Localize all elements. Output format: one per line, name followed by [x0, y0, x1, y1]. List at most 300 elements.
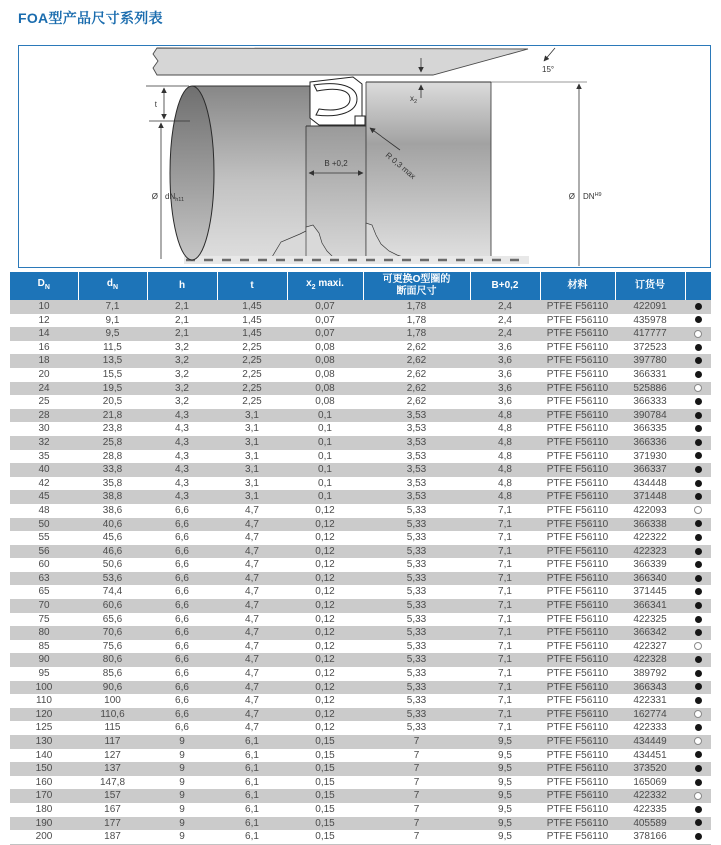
table-cell: 525886 [633, 382, 667, 394]
table-cell: 32 [38, 436, 50, 448]
table-cell: 45 [38, 491, 50, 503]
availability-cell [685, 762, 711, 776]
table-row [10, 354, 711, 368]
table-cell: 2,4 [498, 328, 512, 340]
table-cell: 3,1 [245, 423, 259, 435]
availability-dot [695, 751, 702, 758]
table-cell: 167 [104, 803, 121, 815]
availability-cell [685, 368, 711, 382]
table-cell: 3,53 [406, 450, 427, 462]
table-cell: 7,1 [105, 301, 120, 312]
table-cell: 4,7 [245, 600, 259, 612]
table-cell: 0,12 [315, 559, 335, 571]
table-cell: PTFE F56110 [546, 409, 609, 421]
housing-bar [153, 48, 528, 75]
table-cell: 170 [35, 790, 53, 802]
availability-cell [685, 735, 711, 749]
table-cell: 6,6 [175, 627, 189, 639]
table-cell: PTFE F56110 [546, 491, 609, 503]
availability-cell [685, 789, 711, 803]
table-row [10, 463, 711, 477]
table-row [10, 422, 711, 436]
table-cell: 366331 [633, 368, 667, 380]
table-row [10, 735, 711, 749]
table-cell: 35 [38, 450, 50, 462]
table-cell: 35,8 [102, 477, 123, 489]
table-cell: 4,3 [175, 450, 189, 462]
table-cell: 5,33 [406, 640, 427, 652]
table-cell: 0,12 [315, 695, 335, 707]
availability-dot [695, 371, 702, 378]
hatch-strip [184, 256, 529, 264]
table-cell: 200 [10, 830, 78, 844]
availability-cell [685, 436, 711, 450]
table-cell: 0,12 [315, 627, 335, 639]
table-cell: 14 [38, 328, 50, 340]
table-cell: 6,6 [175, 545, 189, 557]
table-cell: 373520 [633, 763, 667, 775]
table-cell: 7,1 [498, 572, 512, 584]
table-cell: 6,6 [175, 518, 189, 530]
table-cell: 434451 [633, 749, 667, 761]
availability-dot [695, 520, 702, 527]
table-row [10, 776, 711, 790]
table-cell: 2,1 [175, 328, 189, 340]
dim-t-label: t [154, 100, 157, 109]
availability-dot [694, 384, 702, 392]
page-title: FOA型产品尺寸系列表 [18, 10, 163, 26]
table-cell: PTFE F56110 [546, 640, 609, 652]
table-cell: 434448 [633, 477, 667, 489]
table-cell: PTFE F56110 [546, 586, 609, 598]
table-cell: 5,33 [406, 613, 427, 625]
availability-dot [695, 724, 702, 731]
table-cell: PTFE F56110 [546, 423, 609, 435]
technical-drawing [18, 45, 711, 268]
table-cell: 70,6 [102, 627, 123, 639]
table-cell: 0,12 [315, 654, 335, 666]
table-cell: 7,1 [498, 654, 512, 666]
table-cell: 5,33 [406, 559, 427, 571]
table-row [10, 667, 711, 681]
table-cell: 12 [38, 314, 50, 326]
table-cell: 366336 [633, 436, 667, 448]
table-cell: 0,08 [315, 382, 335, 394]
table-cell: 2,62 [406, 368, 427, 380]
table-row [10, 450, 711, 464]
table-cell: 422091 [633, 301, 667, 312]
table-cell: 371930 [633, 450, 667, 462]
table-row [10, 314, 711, 328]
table-cell: PTFE F56110 [546, 600, 609, 612]
table-cell: 165069 [633, 776, 667, 788]
table-cell: 38,6 [102, 504, 123, 516]
table-cell: 0,15 [315, 776, 335, 788]
table-row [10, 585, 711, 599]
table-cell: 7 [413, 790, 420, 802]
table-cell: 7,1 [498, 722, 512, 734]
table-cell: 4,7 [245, 545, 259, 557]
table-cell: 100 [104, 695, 121, 707]
table-cell: 3,1 [245, 409, 259, 421]
table-cell: 0,1 [318, 464, 332, 476]
table-cell: 0,1 [318, 436, 332, 448]
table-cell: PTFE F56110 [546, 613, 609, 625]
table-cell: 0,1 [318, 491, 332, 503]
header-h: h [147, 272, 217, 300]
table-cell: 5,33 [406, 708, 427, 720]
availability-dot [695, 398, 702, 405]
table-cell: 1,45 [242, 328, 262, 340]
angle-label: 15° [542, 65, 555, 74]
availability-cell [685, 803, 711, 817]
table-cell: 0,12 [315, 722, 335, 734]
table-cell: 2,25 [242, 355, 262, 367]
table-cell: 366343 [633, 681, 667, 693]
table-cell: 6,6 [175, 722, 189, 734]
table-cell: 7,1 [498, 545, 512, 557]
availability-cell [685, 450, 711, 464]
table-cell: 24 [38, 382, 50, 394]
availability-dot [694, 506, 702, 514]
dim-dn-label: $dN_{h11}$ [165, 192, 185, 203]
table-cell: 2,25 [242, 368, 262, 380]
table-cell: 366342 [633, 627, 667, 639]
rod-end-ellipse [170, 86, 214, 260]
table-cell: 9 [147, 830, 217, 844]
table-cell: 6,6 [175, 532, 189, 544]
table-row [10, 708, 711, 722]
table-cell: PTFE F56110 [546, 477, 609, 489]
table-cell: 18 [38, 355, 50, 367]
table-cell: 25 [38, 396, 50, 408]
table-row [10, 341, 711, 355]
table-cell: 0,07 [315, 301, 335, 312]
table-cell: 366340 [633, 572, 667, 584]
table-row [10, 653, 711, 667]
table-cell: 9,5 [498, 817, 512, 829]
availability-cell [685, 354, 711, 368]
table-cell: 90,6 [102, 681, 123, 693]
table-cell: 4,7 [245, 654, 259, 666]
table-cell: 9 [179, 776, 185, 788]
table-cell: 65,6 [102, 613, 123, 625]
table-cell: 0,15 [315, 817, 335, 829]
availability-dot [695, 575, 702, 582]
table-cell: PTFE F56110 [546, 341, 609, 353]
table-cell: 4,7 [245, 559, 259, 571]
table-cell: PTFE F56110 [540, 830, 615, 844]
table-cell: 3,6 [498, 341, 512, 353]
table-cell: 16 [38, 341, 50, 353]
table-cell: PTFE F56110 [546, 776, 609, 788]
availability-dot [695, 833, 702, 840]
table-cell: 6,1 [245, 790, 259, 802]
availability-dot [695, 602, 702, 609]
table-cell: 28,8 [102, 450, 123, 462]
table-cell: 120 [35, 708, 53, 720]
table-cell: 3,53 [406, 436, 427, 448]
table-cell: 372523 [633, 341, 667, 353]
table-cell: PTFE F56110 [546, 355, 609, 367]
availability-cell [685, 422, 711, 436]
availability-cell [685, 626, 711, 640]
table-cell: 48 [38, 504, 50, 516]
table-cell: PTFE F56110 [546, 545, 609, 557]
table-cell: 4,3 [175, 477, 189, 489]
availability-cell [685, 327, 711, 341]
table-cell: 434449 [633, 736, 667, 747]
table-cell: PTFE F56110 [546, 559, 609, 571]
table-row [10, 572, 711, 586]
table-cell: 4,3 [175, 436, 189, 448]
table-row [10, 694, 711, 708]
table-cell: 20,5 [102, 396, 123, 408]
availability-dot [695, 452, 702, 459]
table-row [10, 721, 711, 735]
table-cell: 0,08 [315, 396, 335, 408]
table-cell: 7,1 [498, 586, 512, 598]
table-cell: 160 [35, 776, 53, 788]
table-cell: 422093 [633, 504, 667, 516]
table-cell: 21,8 [102, 409, 123, 421]
table-cell: PTFE F56110 [546, 817, 609, 829]
table-row [10, 681, 711, 695]
availability-dot [695, 357, 702, 364]
availability-dot [695, 412, 702, 419]
table-cell: 9,5 [470, 830, 540, 844]
table-cell: 4,7 [245, 695, 259, 707]
table-cell: 13,5 [102, 355, 123, 367]
availability-cell [685, 395, 711, 409]
table-cell: 33,8 [102, 464, 123, 476]
table-cell: PTFE F56110 [546, 436, 609, 448]
table-cell: 80 [38, 627, 50, 639]
angle-arrow [544, 48, 555, 61]
availability-cell [685, 382, 711, 396]
radius-label: R 0,3 max [383, 150, 418, 181]
table-cell: 5,33 [406, 504, 427, 516]
table-cell: 53,6 [102, 572, 123, 584]
availability-dot [695, 344, 702, 351]
table-cell: 5,33 [406, 586, 427, 598]
table-cell: 5,33 [406, 518, 427, 530]
table-cell: 4,7 [245, 613, 259, 625]
table-cell: 422331 [633, 695, 667, 707]
table-cell: 6,6 [175, 586, 189, 598]
table-cell: PTFE F56110 [546, 695, 609, 707]
table-cell: 5,33 [406, 572, 427, 584]
table-cell: 15,5 [102, 368, 123, 380]
availability-dot [695, 425, 702, 432]
table-cell: 180 [35, 803, 53, 815]
table-cell: 422332 [633, 790, 667, 802]
availability-dot [695, 765, 702, 772]
table-cell: PTFE F56110 [546, 668, 609, 680]
table-cell: 5,33 [406, 668, 427, 680]
availability-dot [695, 316, 702, 323]
table-cell: 390784 [633, 409, 667, 421]
table-cell: 3,1 [245, 436, 259, 448]
table-cell: 115 [104, 722, 121, 734]
table-cell: 0,15 [315, 803, 335, 815]
table-cell: 2,62 [406, 382, 427, 394]
table-row [10, 368, 711, 382]
availability-cell [685, 694, 711, 708]
table-cell: 4,7 [245, 504, 259, 516]
table-cell: 9,5 [498, 776, 512, 788]
seal-profile [310, 77, 365, 125]
table-cell: 4,7 [245, 668, 259, 680]
table-cell: 422323 [633, 545, 667, 557]
dim-DN-label: $DN^{H9}$ [583, 192, 602, 201]
table-row [10, 504, 711, 518]
availability-dot [695, 819, 702, 826]
table-cell: 3,6 [498, 368, 512, 380]
table-cell: 65 [38, 586, 50, 598]
table-cell: 4,3 [175, 491, 189, 503]
table-cell: 2,1 [175, 301, 189, 312]
table-cell: 137 [104, 763, 121, 775]
availability-cell [685, 531, 711, 545]
availability-dot [695, 493, 702, 500]
availability-cell [685, 599, 711, 613]
availability-cell [685, 653, 711, 667]
table-cell: 25,8 [102, 436, 123, 448]
table-cell: 7 [413, 817, 420, 829]
table-row [10, 531, 711, 545]
table-cell: 38,8 [102, 491, 123, 503]
table-cell: 3,53 [406, 491, 427, 503]
availability-cell [685, 341, 711, 355]
availability-dot [695, 670, 702, 677]
table-row [10, 409, 711, 423]
table-cell: 7,1 [498, 504, 512, 516]
availability-cell [685, 558, 711, 572]
availability-dot [695, 561, 702, 568]
dim-dn-dia-symbol: Ø [151, 192, 158, 201]
availability-cell [685, 314, 711, 328]
table-cell: 3,53 [406, 423, 427, 435]
availability-cell [685, 585, 711, 599]
table-cell: 7,1 [498, 532, 512, 544]
table-cell: 0,12 [315, 640, 335, 652]
availability-dot [694, 330, 702, 338]
availability-cell [685, 572, 711, 586]
table-cell: 6,1 [245, 776, 259, 788]
availability-dot [695, 588, 702, 595]
table-cell: 56 [38, 545, 50, 557]
table-cell: 100 [35, 681, 53, 693]
table-cell: PTFE F56110 [546, 314, 609, 326]
table-cell: 4,8 [498, 436, 512, 448]
table-cell: 75 [38, 613, 50, 625]
table-cell: 7,1 [498, 613, 512, 625]
table-cell: 85,6 [102, 668, 123, 680]
table-cell: PTFE F56110 [546, 763, 609, 775]
availability-cell [685, 667, 711, 681]
table-cell: 40,6 [102, 518, 123, 530]
table-cell: 366338 [633, 518, 667, 530]
table-cell: 110,6 [100, 708, 125, 720]
table-cell: PTFE F56110 [546, 464, 609, 476]
table-cell: 157 [104, 790, 121, 802]
table-cell: 9,5 [498, 803, 512, 815]
availability-dot [695, 806, 702, 813]
table-cell: 117 [104, 736, 121, 747]
table-cell: 19,5 [102, 382, 123, 394]
table-row [10, 640, 711, 654]
table-cell: 366341 [633, 600, 667, 612]
table-cell: 7 [413, 776, 420, 788]
table-cell: 0,08 [315, 368, 335, 380]
table-cell: 60 [38, 559, 50, 571]
table-cell: 3,53 [406, 477, 427, 489]
availability-dot [695, 656, 702, 663]
table-cell: 1,45 [242, 314, 262, 326]
table-cell: 63 [38, 572, 50, 584]
table-cell: 3,1 [245, 450, 259, 462]
table-cell: PTFE F56110 [546, 518, 609, 530]
table-cell: 10 [38, 301, 50, 312]
table-cell: 5,33 [406, 681, 427, 693]
table-cell: 4,8 [498, 423, 512, 435]
table-cell: 4,3 [175, 423, 189, 435]
table-cell: 0,12 [315, 545, 335, 557]
table-row [10, 518, 711, 532]
table-cell: 9,5 [498, 749, 512, 761]
table-row [10, 803, 711, 817]
table-cell: 0,12 [315, 572, 335, 584]
table-cell: 371448 [633, 491, 667, 503]
table-cell: PTFE F56110 [546, 722, 609, 734]
availability-cell [685, 708, 711, 722]
table-cell: 2,25 [242, 341, 262, 353]
table-row [10, 762, 711, 776]
table-cell: 90 [38, 654, 50, 666]
header-oring-section: 可更换O型圈的 断面尺寸 [363, 272, 470, 300]
table-cell: 42 [38, 477, 50, 489]
table-cell: 2,4 [498, 314, 512, 326]
availability-dot [694, 737, 702, 745]
table-cell: 7,1 [498, 518, 512, 530]
table-cell: 187 [78, 830, 147, 844]
table-cell: PTFE F56110 [546, 749, 609, 761]
availability-cell [685, 830, 711, 844]
table-cell: 0,1 [318, 423, 332, 435]
table-cell: 3,1 [245, 491, 259, 503]
table-cell: 125 [35, 722, 53, 734]
table-cell: 95 [38, 668, 50, 680]
table-cell: 0,12 [315, 668, 335, 680]
table-body [10, 300, 711, 844]
table-row [10, 613, 711, 627]
table-cell: 4,7 [245, 518, 259, 530]
availability-cell [685, 300, 711, 314]
table-cell: 130 [35, 736, 53, 747]
header-x2-maxi: $x_2$ maxi. [287, 272, 363, 300]
table-cell: 7,1 [498, 708, 512, 720]
table-cell: 3,2 [175, 382, 189, 394]
table-cell: 2,62 [406, 355, 427, 367]
table-cell: 4,8 [498, 491, 512, 503]
table-cell: 5,33 [406, 545, 427, 557]
table-cell: 1,78 [406, 328, 427, 340]
table-cell: 0,08 [315, 355, 335, 367]
table-cell: 3,2 [175, 396, 189, 408]
table-cell: 4,7 [245, 586, 259, 598]
table-cell: 6,1 [245, 763, 259, 775]
